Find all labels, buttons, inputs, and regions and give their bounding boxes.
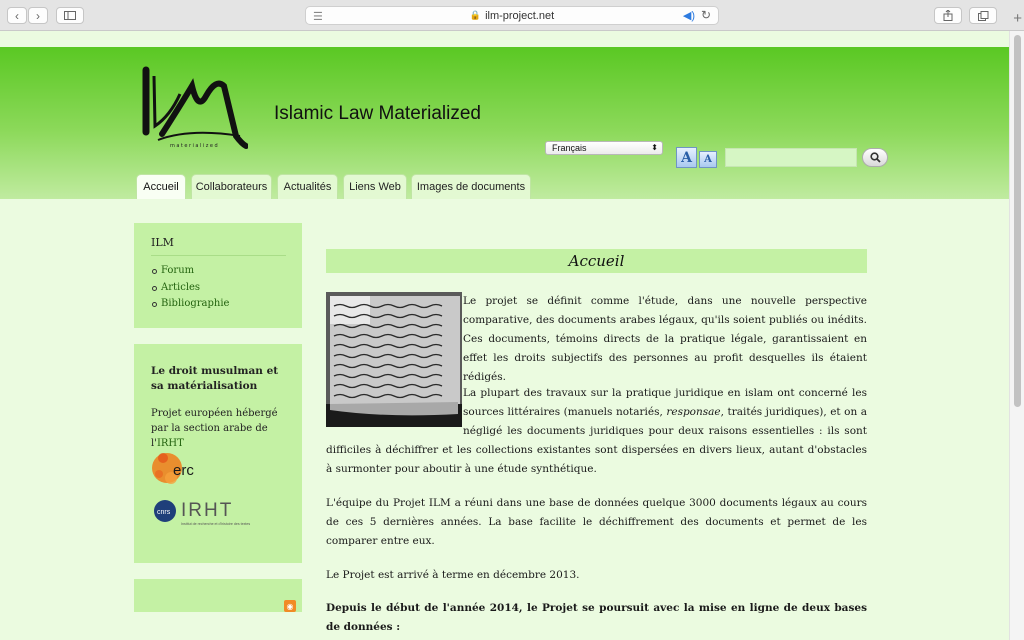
- sidebar-toggle-button[interactable]: [56, 7, 84, 24]
- sidebar-ilm-box: [134, 223, 302, 328]
- search-button[interactable]: [862, 148, 888, 167]
- reload-icon[interactable]: ↻: [700, 8, 711, 22]
- browser-toolbar: [0, 0, 1024, 31]
- chevron-left-icon: ‹: [15, 8, 19, 23]
- svg-text:Institut de recherche et d'his: Institut de recherche et d'histoire des textes: [181, 522, 251, 526]
- font-decrease-button[interactable]: A: [699, 151, 717, 168]
- tab-actualites[interactable]: Actualités: [277, 174, 338, 199]
- lock-icon: 🔒: [469, 10, 482, 20]
- tab-liens-web[interactable]: Liens Web: [343, 174, 407, 199]
- rss-icon[interactable]: ◉: [284, 600, 296, 612]
- font-increase-button[interactable]: A: [676, 147, 697, 168]
- project-heading: Le droit musulman et sa matérialisation: [151, 365, 279, 392]
- back-button[interactable]: [7, 7, 27, 24]
- sidebar-project-box: [134, 344, 302, 563]
- share-button[interactable]: [934, 7, 962, 24]
- tab-collaborateurs[interactable]: Collaborateurs: [191, 174, 272, 199]
- intro-paragraph: Le projet se définit comme l'étude, dans une nouvelle perspective comparative, des documents arabes légaux, qu'ils soient publiés ou inédits. Ces documents, témoins directs de la pratique légale, garantissaient en effet les droits subjectifs des personnes au profit desquelles ils étaient rédigés.: [463, 295, 867, 383]
- sidebar-rss-box: [134, 579, 302, 612]
- tab-accueil[interactable]: Accueil: [136, 174, 186, 199]
- ilm-logo[interactable]: [140, 66, 248, 152]
- erc-logo[interactable]: [151, 446, 201, 490]
- search-input[interactable]: [725, 148, 857, 167]
- tabs-icon: [978, 11, 989, 21]
- svg-text:materialized: materialized: [170, 143, 220, 149]
- sidebar-heading: ILM: [151, 236, 174, 249]
- page-title: Accueil: [326, 249, 867, 273]
- tabs-button[interactable]: [969, 7, 997, 24]
- new-tab-icon[interactable]: +: [1013, 10, 1022, 27]
- language-select[interactable]: Français ⬍: [545, 141, 663, 155]
- tab-images-de-documents[interactable]: Images de documents: [411, 174, 531, 199]
- svg-text:erc: erc: [173, 462, 194, 479]
- chevron-right-icon: ›: [36, 8, 40, 23]
- share-icon: [943, 10, 953, 21]
- svg-text:IRHT: IRHT: [181, 500, 234, 521]
- sidebar-icon: [64, 11, 76, 20]
- sidebar-menu: [161, 265, 229, 315]
- end-paragraph: Le Projet est arrivé à terme en décembre 2013.: [326, 569, 580, 581]
- research-paragraph-top: La plupart des travaux sur la pratique juridique en islam ont concerné les sources littéraires (manuels notariés, responsae, traités juridiques), et on a négligé les documents juridiques pour deux raisons essentielles : ils sont: [463, 387, 867, 437]
- divider: [151, 255, 286, 256]
- scrollbar-thumb[interactable]: [1014, 35, 1021, 407]
- select-arrows-icon: ⬍: [651, 143, 658, 152]
- continuation-paragraph: Depuis le début de l'année 2014, le Projet se poursuit avec la mise en ligne de deux bases de données :: [326, 602, 867, 633]
- forward-button[interactable]: [28, 7, 48, 24]
- database-paragraph: L'équipe du Projet ILM a réuni dans une base de données quelque 3000 documents légaux au cours de ces 5 dernières années. La base facilite le déchiffrement des documents et permet de les comparer entre eux.: [326, 497, 867, 547]
- cnrs-irht-logo[interactable]: [153, 496, 253, 530]
- sidebar-item-bibliographie[interactable]: Bibliographie: [161, 298, 229, 315]
- reader-icon[interactable]: ☰: [313, 11, 323, 23]
- manuscript-image[interactable]: [326, 292, 462, 427]
- project-text: Projet européen hébergé par la section arabe de l'IRHT: [151, 408, 278, 449]
- research-paragraph-bottom: difficiles à déchiffrer et les collections existantes sont dispersées en divers lieux, autant d'obstacles à surmonter pour aboutir à une étude synthétique.: [326, 444, 867, 475]
- sidebar-item-forum[interactable]: Forum: [161, 265, 229, 282]
- url-text: ilm-project.net: [485, 9, 555, 22]
- speaker-icon[interactable]: ◀): [682, 10, 695, 22]
- search-icon: [870, 152, 881, 163]
- site-title: Islamic Law Materialized: [274, 103, 481, 124]
- page-scrollbar[interactable]: [1009, 31, 1024, 640]
- irht-link[interactable]: IRHT: [156, 438, 184, 449]
- sidebar-item-articles[interactable]: Articles: [161, 282, 229, 299]
- svg-text:cnrs: cnrs: [157, 509, 171, 516]
- address-bar[interactable]: [305, 6, 719, 25]
